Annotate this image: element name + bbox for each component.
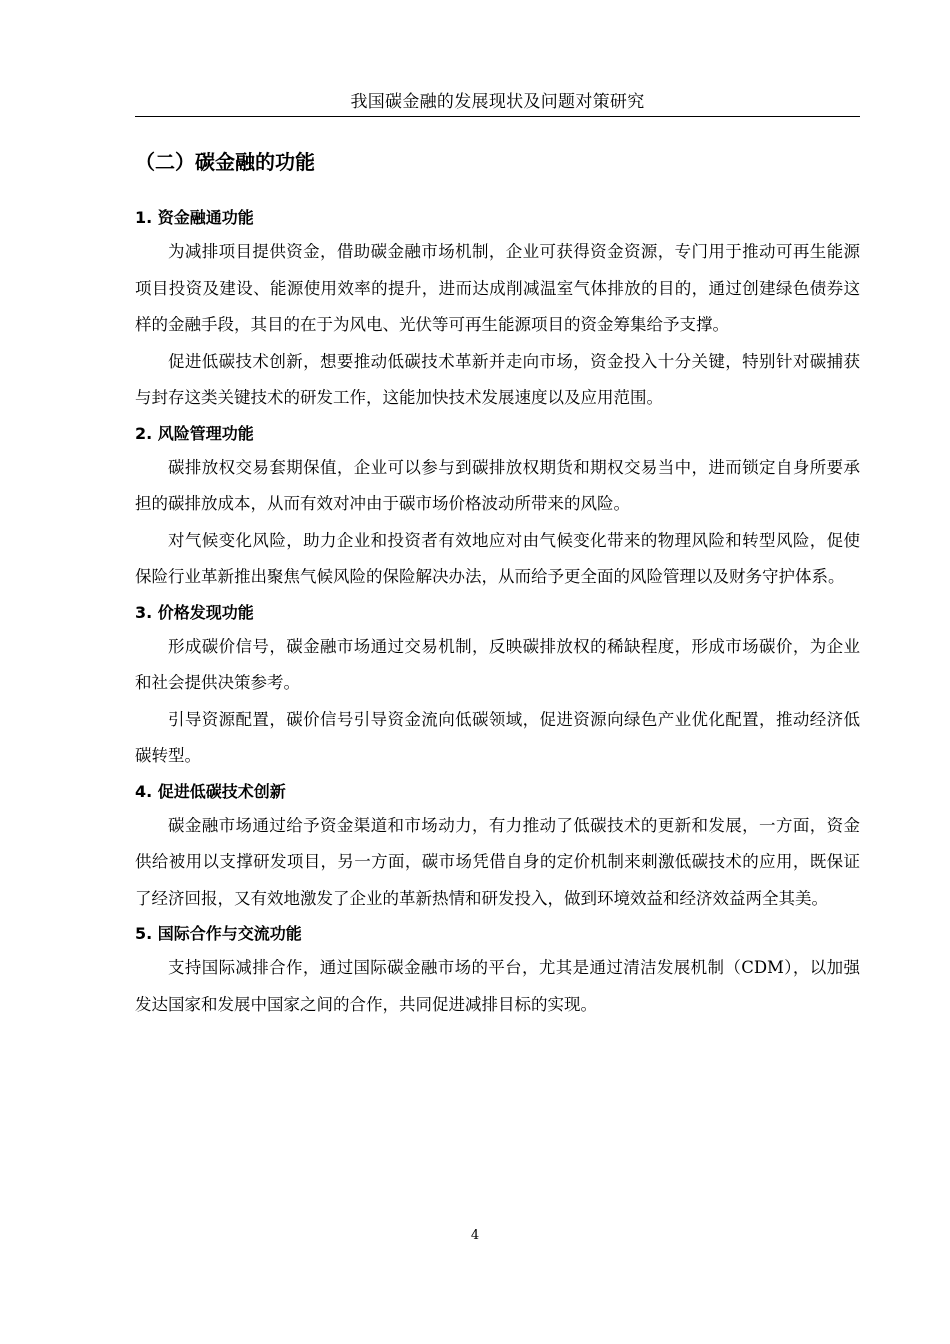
paragraph: 促进低碳技术创新，想要推动低碳技术革新并走向市场，资金投入十分关键，特别针对碳捕获与封存这类关键技术的研发工作，这能加快技术发展速度以及应用范围。 <box>135 351 860 407</box>
body-content <box>135 201 860 1023</box>
subsection-risk-management <box>135 417 860 596</box>
subsection-heading: 5. 国际合作与交流功能 <box>135 924 302 943</box>
subsection-heading: 1. 资金融通功能 <box>135 208 254 227</box>
subsection-heading: 4. 促进低碳技术创新 <box>135 781 286 801</box>
paragraph: 形成碳价信号，碳金融市场通过交易机制，反映碳排放权的稀缺程度，形成市场碳价，为企业和社会提供决策参考。 <box>135 636 860 692</box>
paragraph: 引导资源配置，碳价信号引导资金流向低碳领域，促进资源向绿色产业优化配置，推动经济低碳转型。 <box>135 709 860 765</box>
page-number: 4 <box>470 1228 480 1243</box>
paragraph: 碳金融市场通过给予资金渠道和市场动力，有力推动了低碳技术的更新和发展，一方面，资金供给被用以支撑研发项目，另一方面，碳市场凭借自身的定价机制来刺激低碳技术的应用，既保证了经济回报，又有效地激发了企业的革新热情和研发投入，做到环境效益和经济效益两全其美。 <box>135 815 860 908</box>
subsection-funding <box>135 201 860 417</box>
subsection-heading: 3. 价格发现功能 <box>135 602 254 622</box>
section-title: （二）碳金融的功能 <box>135 150 315 174</box>
paragraph: 为减排项目提供资金，借助碳金融市场机制，企业可获得资金资源，专门用于推动可再生能源项目投资及建设、能源使用效率的提升，进而达成削减温室气体排放的目的，通过创建绿色债券这样的金融手段，其目的在于为风电、光伏等可再生能源项目的资金筹集给予支撑。 <box>135 242 860 334</box>
subsection-low-carbon-innovation <box>135 775 860 918</box>
subsection-price-discovery <box>135 596 860 775</box>
subsection-international-cooperation <box>135 917 860 1023</box>
paragraph: 支持国际减排合作，通过国际碳金融市场的平台，尤其是通过清洁发展机制（CDM），以加强发达国家和发展中国家之间的合作，共同促进减排目标的实现。 <box>135 958 860 1014</box>
paragraph: 对气候变化风险，助力企业和投资者有效地应对由气候变化带来的物理风险和转型风险，促使保险行业革新推出聚焦气候风险的保险解决办法，从而给予更全面的风险管理以及财务守护体系。 <box>135 530 860 586</box>
subsection-heading: 2. 风险管理功能 <box>135 423 254 443</box>
paragraph: 碳排放权交易套期保值，企业可以参与到碳排放权期货和期权交易当中，进而锁定自身所要承担的碳排放成本，从而有效对冲由于碳市场价格波动所带来的风险。 <box>135 457 860 513</box>
running-header: 我国碳金融的发展现状及问题对策研究 <box>135 88 860 117</box>
